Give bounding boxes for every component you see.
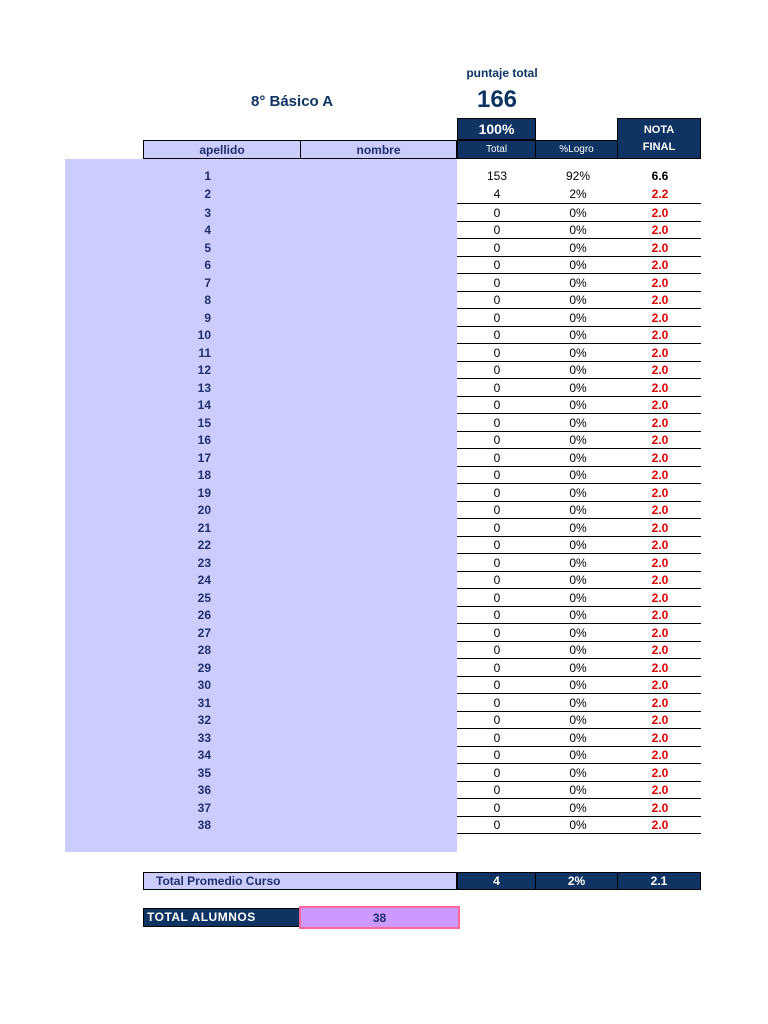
table-row bbox=[65, 239, 701, 257]
row-total: 0 bbox=[493, 765, 501, 780]
row-nota: 2.0 bbox=[651, 730, 669, 745]
row-nota: 2.0 bbox=[651, 328, 669, 343]
row-number: 33 bbox=[197, 730, 211, 745]
row-number: 1 bbox=[204, 168, 211, 183]
table-row bbox=[65, 519, 701, 537]
row-logro: 0% bbox=[569, 748, 587, 763]
table-row bbox=[65, 397, 701, 415]
table-row bbox=[65, 222, 701, 240]
row-total: 0 bbox=[493, 520, 501, 535]
table-row bbox=[65, 274, 701, 292]
row-nota: 2.0 bbox=[651, 695, 669, 710]
row-nota: 2.0 bbox=[651, 538, 669, 553]
row-total: 0 bbox=[493, 503, 501, 518]
row-logro: 0% bbox=[569, 275, 587, 290]
row-number: 7 bbox=[204, 275, 211, 290]
table-row bbox=[65, 747, 701, 765]
table-row bbox=[65, 782, 701, 800]
row-divider bbox=[457, 833, 701, 834]
table-row bbox=[65, 257, 701, 275]
row-logro: 0% bbox=[569, 310, 587, 325]
names-area-bottom bbox=[65, 834, 457, 852]
pct-header-value: 100% bbox=[478, 121, 515, 137]
row-nota: 2.0 bbox=[651, 345, 669, 360]
row-total: 0 bbox=[493, 573, 501, 588]
row-total: 0 bbox=[493, 660, 501, 675]
row-logro: 0% bbox=[569, 345, 587, 360]
row-number: 16 bbox=[197, 433, 211, 448]
row-nota: 2.0 bbox=[651, 520, 669, 535]
row-number: 23 bbox=[197, 555, 211, 570]
page-title: 8° Básico A bbox=[251, 93, 334, 110]
row-number: 24 bbox=[197, 573, 211, 588]
row-total: 0 bbox=[493, 205, 501, 220]
row-number: 37 bbox=[197, 800, 211, 815]
summary-label-cell bbox=[143, 872, 457, 890]
row-nota: 2.0 bbox=[651, 415, 669, 430]
row-nota: 2.0 bbox=[651, 468, 669, 483]
row-total: 0 bbox=[493, 643, 501, 658]
table-row bbox=[65, 204, 701, 222]
row-nota: 2.0 bbox=[651, 800, 669, 815]
row-total: 0 bbox=[493, 748, 501, 763]
row-logro: 0% bbox=[569, 818, 587, 833]
row-total: 0 bbox=[493, 345, 501, 360]
logro-label: %Logro bbox=[559, 144, 594, 155]
row-total: 0 bbox=[493, 240, 501, 255]
row-nota: 2.0 bbox=[651, 275, 669, 290]
row-number: 22 bbox=[197, 538, 211, 553]
row-total: 0 bbox=[493, 818, 501, 833]
row-nota: 2.0 bbox=[651, 223, 669, 238]
row-total: 0 bbox=[493, 555, 501, 570]
row-logro: 0% bbox=[569, 223, 587, 238]
row-number: 34 bbox=[197, 748, 211, 763]
table-row bbox=[65, 432, 701, 450]
row-total: 0 bbox=[493, 783, 501, 798]
total-alumnos-label: TOTAL ALUMNOS bbox=[147, 910, 256, 924]
row-number: 2 bbox=[204, 187, 211, 201]
summary-nota: 2.1 bbox=[650, 874, 668, 888]
table-row bbox=[65, 344, 701, 362]
row-logro: 0% bbox=[569, 783, 587, 798]
row-logro: 0% bbox=[569, 520, 587, 535]
row-nota: 2.0 bbox=[651, 608, 669, 623]
row-number: 27 bbox=[197, 625, 211, 640]
row-nota: 2.0 bbox=[651, 258, 669, 273]
row-number: 29 bbox=[197, 660, 211, 675]
row-number: 6 bbox=[204, 258, 211, 273]
row-number: 20 bbox=[197, 503, 211, 518]
row-number: 14 bbox=[197, 398, 211, 413]
row-total: 4 bbox=[493, 187, 501, 201]
row-logro: 0% bbox=[569, 503, 587, 518]
table-row bbox=[65, 554, 701, 572]
row-number: 26 bbox=[197, 608, 211, 623]
row-number: 36 bbox=[197, 783, 211, 798]
row-logro: 0% bbox=[569, 800, 587, 815]
row-nota: 2.0 bbox=[651, 678, 669, 693]
row-total: 0 bbox=[493, 293, 501, 308]
row-nota: 2.0 bbox=[651, 503, 669, 518]
row-total: 0 bbox=[493, 678, 501, 693]
row-nota: 2.0 bbox=[651, 310, 669, 325]
table-row bbox=[65, 677, 701, 695]
table-row bbox=[65, 502, 701, 520]
row-total: 0 bbox=[493, 328, 501, 343]
summary-total: 4 bbox=[493, 874, 500, 888]
row-number: 28 bbox=[197, 643, 211, 658]
row-total: 0 bbox=[493, 363, 501, 378]
row-logro: 0% bbox=[569, 573, 587, 588]
row-nota: 6.6 bbox=[651, 168, 669, 183]
names-area-top bbox=[65, 159, 457, 167]
row-total: 0 bbox=[493, 800, 501, 815]
row-total: 0 bbox=[493, 695, 501, 710]
row-logro: 0% bbox=[569, 695, 587, 710]
row-number: 25 bbox=[197, 590, 211, 605]
row-nota: 2.0 bbox=[651, 555, 669, 570]
row-number: 18 bbox=[197, 468, 211, 483]
row-nota: 2.0 bbox=[651, 485, 669, 500]
row-nota: 2.0 bbox=[651, 363, 669, 378]
puntaje-total-value: 166 bbox=[476, 86, 518, 113]
row-number: 19 bbox=[197, 485, 211, 500]
summary-logro: 2% bbox=[567, 874, 586, 888]
column-header-logro bbox=[535, 140, 618, 159]
table-row bbox=[65, 449, 701, 467]
row-number: 9 bbox=[204, 310, 211, 325]
row-total: 0 bbox=[493, 433, 501, 448]
row-nota: 2.0 bbox=[651, 398, 669, 413]
summary-logro-cell bbox=[535, 872, 618, 890]
row-number: 32 bbox=[197, 713, 211, 728]
summary-total-cell bbox=[457, 872, 536, 890]
row-total: 0 bbox=[493, 730, 501, 745]
row-logro: 0% bbox=[569, 625, 587, 640]
row-total: 0 bbox=[493, 485, 501, 500]
row-nota: 2.0 bbox=[651, 713, 669, 728]
row-number: 13 bbox=[197, 380, 211, 395]
table-row bbox=[65, 589, 701, 607]
row-number: 31 bbox=[197, 695, 211, 710]
row-total: 0 bbox=[493, 538, 501, 553]
row-logro: 0% bbox=[569, 433, 587, 448]
table-row bbox=[65, 572, 701, 590]
column-header-nombre bbox=[300, 140, 457, 159]
table-row bbox=[65, 327, 701, 345]
summary-nota-cell bbox=[617, 872, 701, 890]
row-logro: 0% bbox=[569, 713, 587, 728]
nota-header-line2: FINAL bbox=[642, 141, 676, 153]
table-row bbox=[65, 642, 701, 660]
row-total: 0 bbox=[493, 625, 501, 640]
row-total: 0 bbox=[493, 310, 501, 325]
total-label: Total bbox=[485, 144, 508, 155]
table-row bbox=[65, 694, 701, 712]
row-nota: 2.0 bbox=[651, 590, 669, 605]
table-row bbox=[65, 362, 701, 380]
row-nota: 2.0 bbox=[651, 433, 669, 448]
row-nota: 2.0 bbox=[651, 573, 669, 588]
row-total: 0 bbox=[493, 398, 501, 413]
column-header-total bbox=[457, 140, 536, 159]
row-logro: 0% bbox=[569, 555, 587, 570]
pct-header-box bbox=[457, 118, 536, 140]
row-logro: 0% bbox=[569, 293, 587, 308]
row-number: 30 bbox=[197, 678, 211, 693]
table-row bbox=[65, 712, 701, 730]
row-logro: 0% bbox=[569, 415, 587, 430]
row-logro: 0% bbox=[569, 765, 587, 780]
row-total: 0 bbox=[493, 450, 501, 465]
row-number: 8 bbox=[204, 293, 211, 308]
row-nota: 2.0 bbox=[651, 660, 669, 675]
table-row bbox=[65, 309, 701, 327]
row-number: 21 bbox=[197, 520, 211, 535]
row-nota: 2.0 bbox=[651, 450, 669, 465]
row-nota: 2.0 bbox=[651, 625, 669, 640]
row-logro: 0% bbox=[569, 538, 587, 553]
row-logro: 0% bbox=[569, 660, 587, 675]
table-row bbox=[65, 764, 701, 782]
table-row bbox=[65, 184, 701, 204]
row-logro: 0% bbox=[569, 450, 587, 465]
row-logro: 0% bbox=[569, 328, 587, 343]
row-total: 0 bbox=[493, 608, 501, 623]
row-number: 3 bbox=[204, 205, 211, 220]
table-row bbox=[65, 729, 701, 747]
row-logro: 0% bbox=[569, 363, 587, 378]
row-logro: 0% bbox=[569, 608, 587, 623]
row-logro: 2% bbox=[569, 187, 587, 201]
row-logro: 0% bbox=[569, 258, 587, 273]
row-logro: 0% bbox=[569, 643, 587, 658]
table-row bbox=[65, 624, 701, 642]
table-row bbox=[65, 167, 701, 184]
table-row bbox=[65, 799, 701, 817]
puntaje-total-label: puntaje total bbox=[466, 66, 538, 80]
table-row bbox=[65, 379, 701, 397]
row-total: 153 bbox=[486, 168, 508, 183]
row-nota: 2.2 bbox=[651, 187, 669, 201]
row-total: 0 bbox=[493, 590, 501, 605]
row-logro: 92% bbox=[565, 168, 591, 183]
row-number: 15 bbox=[197, 415, 211, 430]
row-number: 35 bbox=[197, 765, 211, 780]
row-logro: 0% bbox=[569, 485, 587, 500]
row-nota: 2.0 bbox=[651, 380, 669, 395]
row-nota: 2.0 bbox=[651, 205, 669, 220]
nota-header-line1: NOTA bbox=[643, 124, 675, 136]
table-row bbox=[65, 484, 701, 502]
table-row bbox=[65, 467, 701, 485]
row-logro: 0% bbox=[569, 240, 587, 255]
row-logro: 0% bbox=[569, 380, 587, 395]
row-total: 0 bbox=[493, 223, 501, 238]
row-logro: 0% bbox=[569, 678, 587, 693]
student-rows bbox=[65, 167, 701, 834]
row-number: 38 bbox=[197, 818, 211, 833]
row-number: 10 bbox=[197, 328, 211, 343]
total-alumnos-value-cell bbox=[299, 906, 460, 929]
row-number: 5 bbox=[204, 240, 211, 255]
row-logro: 0% bbox=[569, 468, 587, 483]
table-row bbox=[65, 292, 701, 310]
row-total: 0 bbox=[493, 258, 501, 273]
table-row bbox=[65, 817, 701, 835]
row-total: 0 bbox=[493, 415, 501, 430]
table-row bbox=[65, 607, 701, 625]
table-row bbox=[65, 659, 701, 677]
row-number: 11 bbox=[198, 345, 211, 360]
row-nota: 2.0 bbox=[651, 293, 669, 308]
row-nota: 2.0 bbox=[651, 765, 669, 780]
table-row bbox=[65, 537, 701, 555]
row-total: 0 bbox=[493, 275, 501, 290]
row-nota: 2.0 bbox=[651, 748, 669, 763]
total-alumnos-value: 38 bbox=[372, 910, 387, 925]
row-logro: 0% bbox=[569, 590, 587, 605]
row-logro: 0% bbox=[569, 398, 587, 413]
row-nota: 2.0 bbox=[651, 240, 669, 255]
row-total: 0 bbox=[493, 468, 501, 483]
summary-label: Total Promedio Curso bbox=[156, 874, 281, 888]
row-number: 17 bbox=[197, 450, 211, 465]
nota-final-header bbox=[617, 118, 701, 159]
nombre-label: nombre bbox=[356, 142, 401, 157]
row-total: 0 bbox=[493, 380, 501, 395]
row-number: 12 bbox=[197, 363, 211, 378]
row-logro: 0% bbox=[569, 205, 587, 220]
row-nota: 2.0 bbox=[651, 643, 669, 658]
apellido-label: apellido bbox=[199, 142, 245, 157]
row-total: 0 bbox=[493, 713, 501, 728]
table-row bbox=[65, 414, 701, 432]
row-number: 4 bbox=[204, 223, 211, 238]
row-nota: 2.0 bbox=[651, 783, 669, 798]
column-header-apellido bbox=[143, 140, 301, 159]
row-logro: 0% bbox=[569, 730, 587, 745]
row-nota: 2.0 bbox=[651, 818, 669, 833]
total-alumnos-label-cell bbox=[143, 908, 300, 927]
